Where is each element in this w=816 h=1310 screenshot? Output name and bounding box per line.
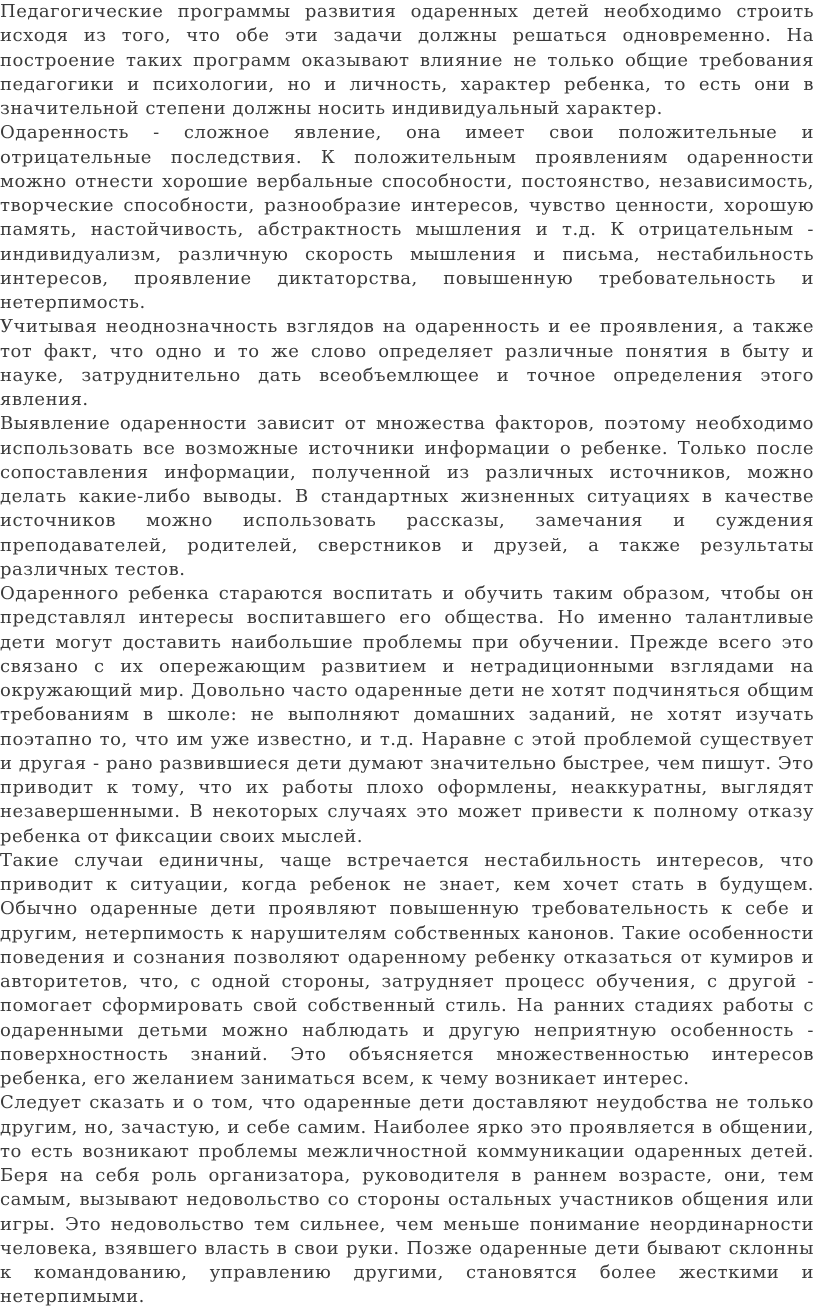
paragraph-5: Одаренного ребенка стараются воспитать и обучить таким образом, чтобы он представлял интересы воспитавшего его общества. Но именно талантливые дети могут доставить наибольшие проблемы при обучении. Прежде всего это связано с их опережающим развитием и нетрадиционными взглядами на окружающий мир. Довольно часто одаренные дети не хотят подчиняться общим требованиям в школе: не выполняют домашних заданий, не хотят изучать поэтапно то, что им уже известно, и т.д. Наравне с этой проблемой существует и другая - рано развившиеся дети думают значительно быстрее, чем пишут. Это приводит к тому, что их работы плохо оформлены, неаккуратны, выглядят незавершенными. В некоторых случаях это может привести к полному отказу ребенка от фиксации своих мыслей.	[0, 583, 814, 847]
paragraph-2: Одаренность - сложное явление, она имеет свои положительные и отрицательные последствия. К положительным проявлениям одаренности можно отнести хорошие вербальные способности, постоянство, независимость, творческие способности, разнообразие интересов, чувство ценности, хорошую память, настойчивость, абстрактность мышления и т.д. К отрицательным - индивидуализм, различную скорость мышления и письма, нестабильность интересов, проявление диктаторства, повышенную требовательность и нетерпимость.	[0, 122, 814, 313]
paragraph-4: Выявление одаренности зависит от множества факторов, поэтому необходимо использовать все возможные источники информации о ребенке. Только после сопоставления информации, полученной из различных источников, можно делать какие-либо выводы. В стандартных жизненных ситуациях в качестве источников можно использовать рассказы, замечания и суждения преподавателей, родителей, сверстников и друзей, а также результаты различных тестов.	[0, 413, 814, 580]
paragraph-6: Такие случаи единичны, чаще встречается нестабильность интересов, что приводит к ситуации, когда ребенок не знает, кем хочет стать в будущем. Обычно одаренные дети проявляют повышенную требовательность к себе и другим, нетерпимость к нарушителям собственных канонов. Такие особенности поведения и сознания позволяют одаренному ребенку отказаться от кумиров и авторитетов, что, с одной стороны, затрудняет процесс обучения, с другой - помогает сформировать свой собственный стиль. На ранних стадиях работы с одаренными детьми можно наблюдать и другую неприятную особенность - поверхностность знаний. Это объясняется множественностью интересов ребенка, его желанием заниматься всем, к чему возникает интерес.	[0, 849, 814, 1089]
paragraph-3: Учитывая неоднозначность взглядов на одаренность и ее проявления, а также тот факт, что одно и то же слово определяет различные понятия в быту и науке, затруднительно дать всеобъемлющее и точное определения этого явления.	[0, 316, 814, 410]
paragraph-7: Следует сказать и о том, что одаренные дети доставляют неудобства не только другим, но, зачастую, и себе самим. Наиболее ярко это проявляется в общении, то есть возникают проблемы межличностной коммуникации одаренных детей. Беря на себя роль организатора, руководителя в раннем возрасте, они, тем самым, вызывают недовольство со стороны остальных участников общения или игры. Это недовольство тем сильнее, чем меньше понимание неординарности человека, взявшего власть в свои руки. Позже одаренные дети бывают склонны к командованию, управлению другими, становятся более жесткими и нетерпимыми.	[0, 1092, 814, 1308]
paragraph-1: Педагогические программы развития одаренных детей необходимо строить исходя из того, что обе эти задачи должны решаться одновременно. На построение таких программ оказывают влияние не только общие требования педагогики и психологии, но и личность, характер ребенка, то есть они в значительной степени должны носить индивидуальный характер.	[0, 1, 814, 119]
